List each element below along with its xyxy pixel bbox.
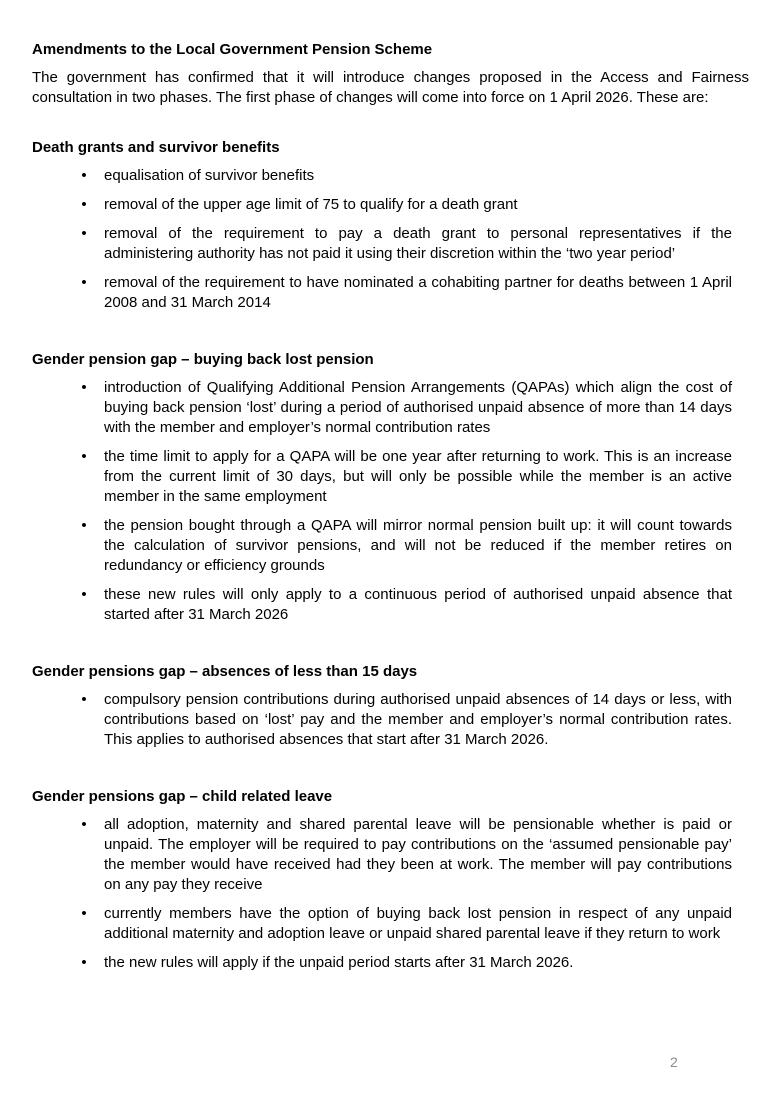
bullet-icon: • xyxy=(81,517,87,534)
bullet-icon: • xyxy=(81,274,87,291)
bullet-icon: • xyxy=(81,586,87,603)
section-absences-less-than-15-days xyxy=(32,662,749,750)
list-item-text: removal of the requirement to pay a death grant to personal representatives if the administering authority has not paid it using their discretion within the ‘two year period’ xyxy=(104,225,732,262)
list-item xyxy=(32,690,749,750)
list-item xyxy=(32,953,749,973)
list-item-text: removal of the requirement to have nominated a cohabiting partner for deaths between 1 April 2008 and 31 March 2014 xyxy=(104,274,732,311)
section-heading: Death grants and survivor benefits xyxy=(32,139,280,156)
bullet-icon: • xyxy=(81,167,87,184)
list-item-text: removal of the upper age limit of 75 to qualify for a death grant xyxy=(104,196,518,213)
list-item-text: introduction of Qualifying Additional Pension Arrangements (QAPAs) which align the cost of buying back pension ‘lost’ during a period of authorised unpaid absence of more than 14 days with the member and employer’s normal contribution rates xyxy=(104,379,732,436)
list-item-text: the new rules will apply if the unpaid period starts after 31 March 2026. xyxy=(104,954,574,971)
section-heading: Gender pension gap – buying back lost pension xyxy=(32,351,374,368)
bullet-icon: • xyxy=(81,691,87,708)
list-item-text: these new rules will only apply to a continuous period of authorised unpaid absence that started after 31 March 2026 xyxy=(104,586,732,623)
list-item xyxy=(32,378,749,438)
bullet-list xyxy=(32,166,749,313)
section-heading: Gender pensions gap – absences of less than 15 days xyxy=(32,663,418,680)
bullet-list xyxy=(32,815,749,973)
list-item-text: currently members have the option of buying back lost pension in respect of any unpaid additional maternity and adoption leave or unpaid shared parental leave if they return to work xyxy=(104,905,732,942)
list-item xyxy=(32,585,749,625)
bullet-list xyxy=(32,690,749,750)
list-item xyxy=(32,195,749,215)
bullet-icon: • xyxy=(81,196,87,213)
section-buying-back-lost-pension xyxy=(32,350,749,625)
document-page xyxy=(32,40,749,973)
list-item-text: the time limit to apply for a QAPA will be one year after returning to work. This is an increase from the current limit of 30 days, but will only be possible while the member is an active member in the same employment xyxy=(104,448,732,505)
document-title: Amendments to the Local Government Pension Scheme xyxy=(32,41,433,58)
section-heading: Gender pensions gap – child related leave xyxy=(32,788,333,805)
bullet-icon: • xyxy=(81,225,87,242)
bullet-icon: • xyxy=(81,448,87,465)
list-item xyxy=(32,516,749,576)
page-number: 2 xyxy=(670,1054,678,1070)
bullet-list xyxy=(32,378,749,625)
list-item xyxy=(32,815,749,895)
bullet-icon: • xyxy=(81,379,87,396)
bullet-icon: • xyxy=(81,816,87,833)
bullet-icon: • xyxy=(81,905,87,922)
intro-paragraph: The government has confirmed that it will introduce changes proposed in the Access and Fairness consultation in two phases. The first phase of changes will come into force on 1 April 2026. These are: xyxy=(32,69,749,106)
list-item xyxy=(32,224,749,264)
list-item xyxy=(32,447,749,507)
list-item-text: compulsory pension contributions during authorised unpaid absences of 14 days or less, with contributions based on ‘lost’ pay and the member and employer’s normal contribution rates. This applies to authorised absences that start after 31 March 2026. xyxy=(104,691,732,748)
list-item-text: all adoption, maternity and shared parental leave will be pensionable whether is paid or unpaid. The employer will be required to pay contributions on the ‘assumed pensionable pay’ the member would have received had they been at work. The member will pay contributions on any pay they receive xyxy=(104,816,732,893)
list-item xyxy=(32,166,749,186)
list-item-text: the pension bought through a QAPA will mirror normal pension built up: it will count towards the calculation of survivor pensions, and will not be reduced if the member retires on redundancy or efficiency grounds xyxy=(104,517,732,574)
list-item xyxy=(32,273,749,313)
list-item xyxy=(32,904,749,944)
bullet-icon: • xyxy=(81,954,87,971)
section-death-grants xyxy=(32,138,749,313)
list-item-text: equalisation of survivor benefits xyxy=(104,167,315,184)
section-child-related-leave xyxy=(32,787,749,973)
